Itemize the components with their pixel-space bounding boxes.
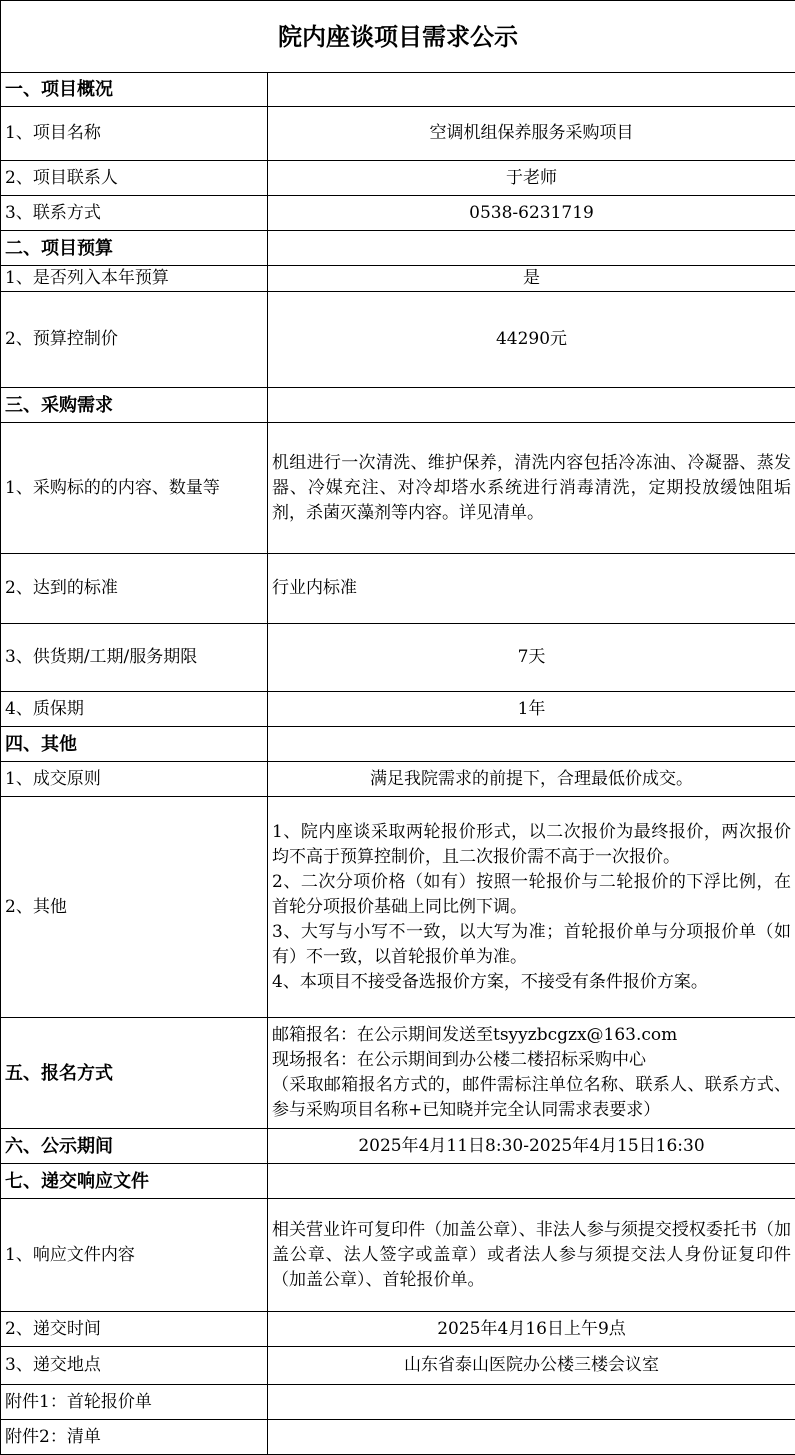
- section-heading-requirements: 三、采购需求: [1, 388, 268, 423]
- row-value-standard: 行业内标准: [268, 554, 795, 624]
- row-label-standard: 2、达到的标准: [1, 554, 268, 624]
- empty-cell: [268, 388, 795, 423]
- row-label-submit-time: 2、递交时间: [1, 1312, 268, 1347]
- row-label-warranty: 4、质保期: [1, 692, 268, 727]
- row-label-budget-price: 2、预算控制价: [1, 292, 268, 388]
- row-label-contact-person: 2、项目联系人: [1, 161, 268, 196]
- row-label-period: 3、供货期/工期/服务期限: [1, 624, 268, 692]
- empty-cell: [268, 73, 795, 107]
- empty-cell: [268, 1420, 795, 1455]
- row-label-response-content: 1、响应文件内容: [1, 1199, 268, 1312]
- row-value-contact-phone: 0538-6231719: [268, 196, 795, 231]
- row-value-contact-person: 于老师: [268, 161, 795, 196]
- row-label-attachment-1: 附件1：首轮报价单: [1, 1385, 268, 1420]
- page-title: 院内座谈项目需求公示: [1, 1, 795, 73]
- row-label-submit-place: 3、递交地点: [1, 1347, 268, 1385]
- section-heading-other: 四、其他: [1, 727, 268, 762]
- section-heading-budget: 二、项目预算: [1, 231, 268, 266]
- section-heading-submission: 七、递交响应文件: [1, 1164, 268, 1199]
- row-value-other: [268, 797, 795, 1018]
- row-value-response-content: 相关营业许可复印件（加盖公章）、非法人参与须提交授权委托书（加盖公章、法人签字或盖章）或者法人参与须提交法人身份证复印件（加盖公章）、首轮报价单。: [268, 1199, 795, 1312]
- registration-onsite: 现场报名：在公示期间到办公楼二楼招标采购中心: [272, 1050, 646, 1070]
- row-value-principle: 满足我院需求的前提下，合理最低价成交。: [268, 762, 795, 797]
- row-value-notice-period: 2025年4月11日8:30-2025年4月15日16:30: [268, 1129, 795, 1164]
- row-value-warranty: 1年: [268, 692, 795, 727]
- empty-cell: [268, 1385, 795, 1420]
- section-heading-overview: 一、项目概况: [1, 73, 268, 107]
- row-label-in-budget: 1、是否列入本年预算: [1, 266, 268, 292]
- row-value-budget-price: 44290元: [268, 292, 795, 388]
- empty-cell: [268, 1164, 795, 1199]
- other-line-4: 4、本项目不接受备选报价方案，不接受有条件报价方案。: [272, 971, 708, 992]
- row-label-other: 2、其他: [1, 797, 268, 1018]
- other-line-1: 1、院内座谈采取两轮报价形式，以二次报价为最终报价，两次报价均不高于预算控制价，且二次报价需不高于一次报价。: [272, 821, 791, 867]
- registration-email: 邮箱报名：在公示期间发送至tsyyzbcgzx@163.com: [272, 1025, 678, 1045]
- row-label-content: 1、采购标的的内容、数量等: [1, 423, 268, 554]
- section-heading-registration: 五、报名方式: [1, 1018, 268, 1129]
- row-label-attachment-2: 附件2：清单: [1, 1420, 268, 1455]
- row-label-contact-phone: 3、联系方式: [1, 196, 268, 231]
- empty-cell: [268, 727, 795, 762]
- empty-cell: [268, 231, 795, 266]
- row-value-project-name: 空调机组保养服务采购项目: [268, 107, 795, 161]
- other-line-2: 2、二次分项价格（如有）按照一轮报价与二轮报价的下浮比例，在首轮分项报价基础上同比例下调。: [272, 871, 791, 917]
- row-value-registration: [268, 1018, 795, 1129]
- other-line-3: 3、大写与小写不一致，以大写为准；首轮报价单与分项报价单（如有）不一致，以首轮报价单为准。: [272, 921, 791, 967]
- row-value-submit-place: 山东省泰山医院办公楼三楼会议室: [268, 1347, 795, 1385]
- section-heading-notice-period: 六、公示期间: [1, 1129, 268, 1164]
- row-value-in-budget: 是: [268, 266, 795, 292]
- row-value-content: 机组进行一次清洗、维护保养，清洗内容包括冷冻油、冷凝器、蒸发器、冷媒充注、对冷却塔水系统进行消毒清洗，定期投放缓蚀阻垢剂，杀菌灭藻剂等内容。详见清单。: [268, 423, 795, 554]
- row-value-submit-time: 2025年4月16日上午9点: [268, 1312, 795, 1347]
- row-value-period: 7天: [268, 624, 795, 692]
- row-label-principle: 1、成交原则: [1, 762, 268, 797]
- row-label-project-name: 1、项目名称: [1, 107, 268, 161]
- registration-note: （采取邮箱报名方式的，邮件需标注单位名称、联系人、联系方式、参与采购项目名称+已知晓并完全认同需求表要求）: [272, 1075, 791, 1120]
